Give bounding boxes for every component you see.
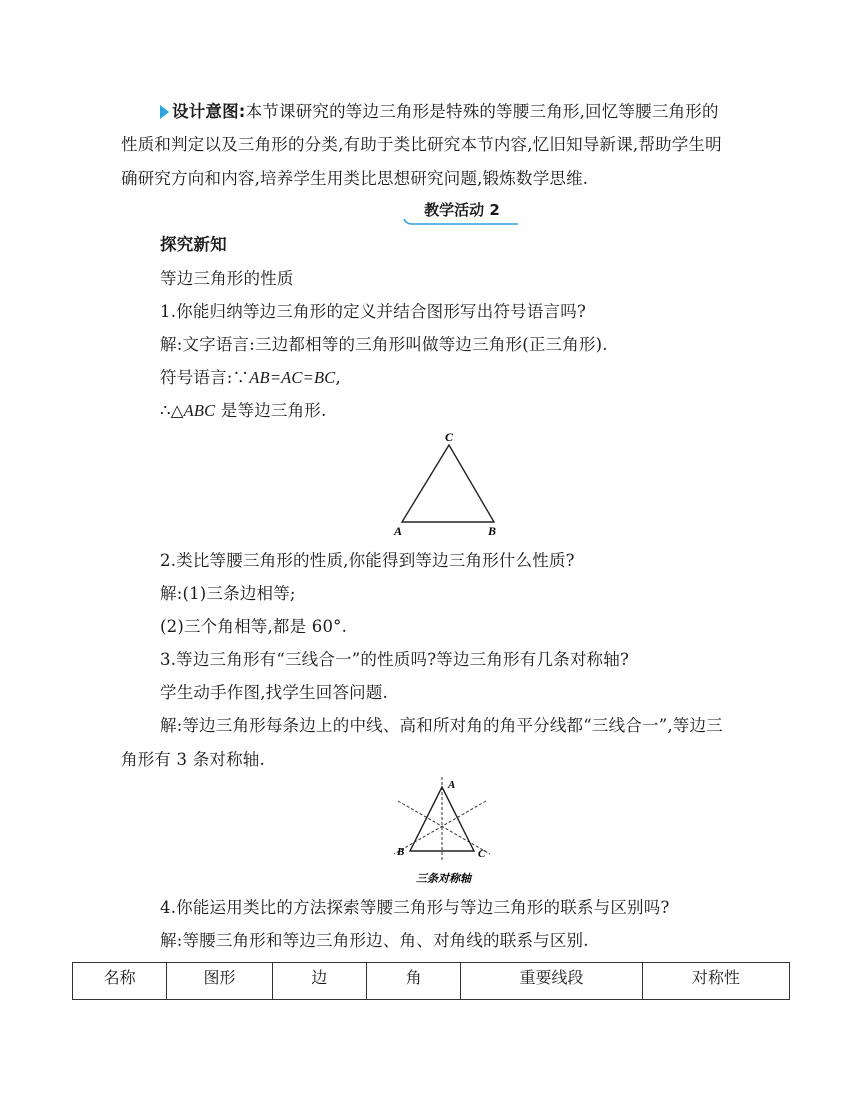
question-1: 1.你能归纳等边三角形的定义并结合图形写出符号语言吗? xyxy=(160,302,586,321)
answer-4: 解:等腰三角形和等边三角形边、角、对角线的联系与区别. xyxy=(160,931,589,950)
answer-3-line-1: 解:等边三角形每条边上的中线、高和所对角的角平分线都“三线合一”,等边三 xyxy=(160,716,723,735)
activity-heading: 教学活动 2 xyxy=(402,199,522,227)
section-title: 探究新知 xyxy=(160,235,227,254)
symmetry-axes-figure xyxy=(390,775,510,890)
question-3: 3.等边三角形有“三线合一”的性质吗?等边三角形有几条对称轴? xyxy=(160,650,630,669)
question-2: 2.类比等腰三角形的性质,你能得到等边三角形什么性质? xyxy=(160,551,575,570)
vertex-label-c: C xyxy=(445,430,454,444)
question-4: 4.你能运用类比的方法探索等腰三角形与等边三角形的联系与区别吗? xyxy=(160,898,670,917)
question-3-activity: 学生动手作图,找学生回答问题. xyxy=(160,683,388,702)
design-intent-label: 设计意图: xyxy=(172,102,246,121)
answer-1-text: 解:文字语言:三边都相等的三角形叫做等边三角形(正三角形). xyxy=(160,335,608,354)
answer-1-conclusion: ∴△ABC 是等边三角形. xyxy=(160,401,327,420)
vertex-label-b: B xyxy=(488,524,497,538)
table-header-cell: 边 xyxy=(272,963,366,1000)
table-header-cell: 图形 xyxy=(167,963,272,1000)
triangle-marker-icon xyxy=(160,105,169,119)
answer-2-part-1: 解:(1)三条边相等; xyxy=(160,584,296,603)
table-header-cell: 重要线段 xyxy=(461,963,642,1000)
answer-1-symbol: 符号语言:∵AB=AC=BC, xyxy=(160,368,341,387)
table-header-cell: 对称性 xyxy=(642,963,789,1000)
vertex-label-a: A xyxy=(448,779,456,791)
design-intent-line-3: 确研究方向和内容,培养学生用类比思想研究问题,锻炼数学思维. xyxy=(121,169,589,188)
vertex-label-b: B xyxy=(397,846,405,858)
table-header-row xyxy=(73,963,790,1000)
table-header-cell: 角 xyxy=(366,963,460,1000)
comparison-table xyxy=(72,962,790,1000)
vertex-label-a: A xyxy=(394,524,403,538)
table-header-cell: 名称 xyxy=(73,963,167,1000)
equilateral-triangle-figure xyxy=(390,428,505,540)
heading-underline-decoration xyxy=(402,199,522,227)
triangle-shape xyxy=(402,445,494,522)
vertex-label-c: C xyxy=(478,848,486,860)
design-intent-line-1: 设计意图:本节课研究的等边三角形是特殊的等腰三角形,回忆等腰三角形的 xyxy=(160,101,719,123)
subsection-title: 等边三角形的性质 xyxy=(160,269,294,288)
answer-3-line-2: 角形有 3 条对称轴. xyxy=(121,750,265,769)
figure-caption: 三条对称轴 xyxy=(416,872,471,885)
design-intent-line-2: 性质和判定以及三角形的分类,有助于类比研究本节内容,忆旧知导新课,帮助学生明 xyxy=(121,135,722,154)
answer-2-part-2: (2)三个角相等,都是 60°. xyxy=(160,617,348,636)
